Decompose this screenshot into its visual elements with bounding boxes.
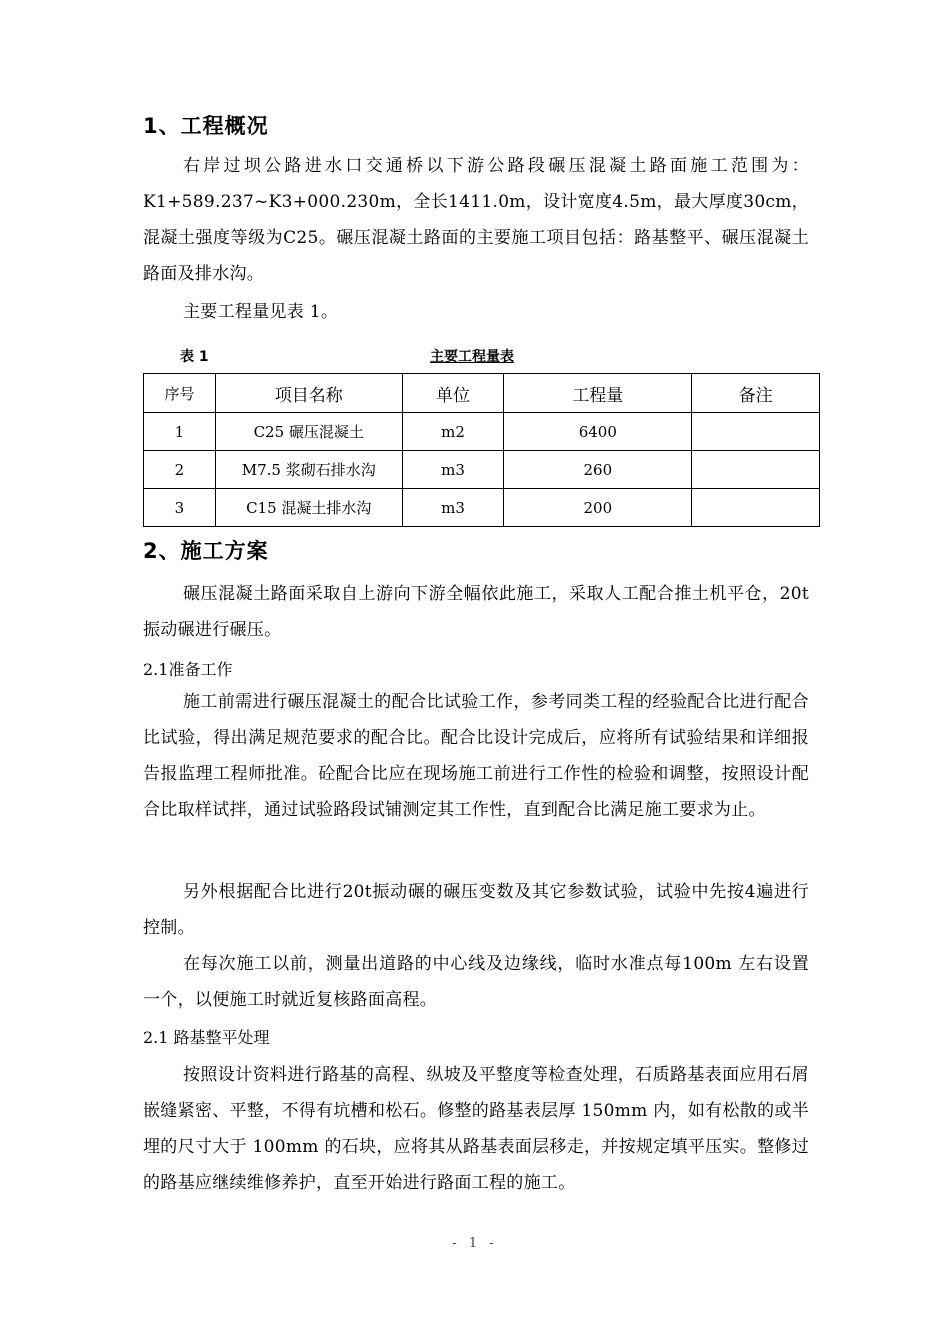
table-cell (692, 451, 820, 489)
table-cell (692, 489, 820, 527)
table-row (144, 451, 820, 489)
quantities-table (143, 373, 820, 527)
table-cell: 200 (504, 489, 692, 527)
table-cell: 260 (504, 451, 692, 489)
header-cell: 单位 (402, 374, 504, 413)
table-reference-paragraph: 主要工程量见表 1。 (183, 302, 339, 322)
table-row (144, 489, 820, 527)
section2-paragraph: 碾压混凝土路面采取自上游向下游全幅依此施工，采取人工配合推土机平仓，20t振动碾进行碾压。 (143, 584, 809, 640)
survey-paragraph: 在每次施工以前，测量出道路的中心线及边缘线，临时水准点每100m 左右设置一个，以便施工时就近复核路面高程。 (143, 954, 809, 1010)
subgrade-paragraph: 按照设计资料进行路基的高程、纵坡及平整度等检查处理，石质路基表面应用石屑嵌缝紧密、平整，不得有坑槽和松石。修整的路基表层厚 150mm 内，如有松散的或半埋的尺寸大于 100mm 的石块，应将其从路基表面层移走，并按规定填平压实。整修过的路基应继续维修养护，直至开始进行路面工程的施工。 (143, 1065, 809, 1193)
table-cell: 2 (144, 451, 216, 489)
section2-heading: 2、施工方案 (143, 539, 269, 563)
table-header-row (144, 374, 820, 413)
table-row (144, 413, 820, 451)
table-cell: 6400 (504, 413, 692, 451)
table-label: 表 1 (180, 349, 209, 365)
table-cell: m3 (402, 489, 504, 527)
subsection-heading: 2.1准备工作 (143, 660, 233, 679)
table-cell: m2 (402, 413, 504, 451)
compaction-test-paragraph: 另外根据配合比进行20t振动碾的碾压变数及其它参数试验，试验中先按4遍进行控制。 (143, 882, 809, 938)
header-cell: 备注 (692, 374, 820, 413)
table-cell: m3 (402, 451, 504, 489)
table-cell: 3 (144, 489, 216, 527)
table-title: 主要工程量表 (430, 349, 514, 365)
header-cell: 序号 (144, 374, 216, 413)
section1-heading: 1、工程概况 (143, 114, 269, 138)
preparation-paragraph: 施工前需进行碾压混凝土的配合比试验工作，参考同类工程的经验配合比进行配合比试验，得出满足规范要求的配合比。配合比设计完成后，应将所有试验结果和详细报告报监理工程师批准。砼配合比应在现场施工前进行工作性的检验和调整，按照设计配合比取样试拌，通过试验路段试铺测定其工作性，直到配合比满足施工要求为止。 (143, 692, 809, 820)
page-number: - 1 - (452, 1236, 498, 1251)
table-cell: M7.5 浆砌石排水沟 (215, 451, 402, 489)
table-cell: 1 (144, 413, 216, 451)
header-cell: 工程量 (504, 374, 692, 413)
subsection-heading: 2.1 路基整平处理 (143, 1028, 270, 1047)
table-cell: C25 碾压混凝土 (215, 413, 402, 451)
header-cell: 项目名称 (215, 374, 402, 413)
table-cell (692, 413, 820, 451)
table-cell: C15 混凝土排水沟 (215, 489, 402, 527)
section1-paragraph: 右岸过坝公路进水口交通桥以下游公路段碾压混凝土路面施工范围为：K1+589.237~K3+000.230m，全长1411.0m，设计宽度4.5m，最大厚度30cm，混凝土强度等级为C25。碾压混凝土路面的主要施工项目包括：路基整平、碾压混凝土路面及排水沟。 (143, 156, 809, 284)
